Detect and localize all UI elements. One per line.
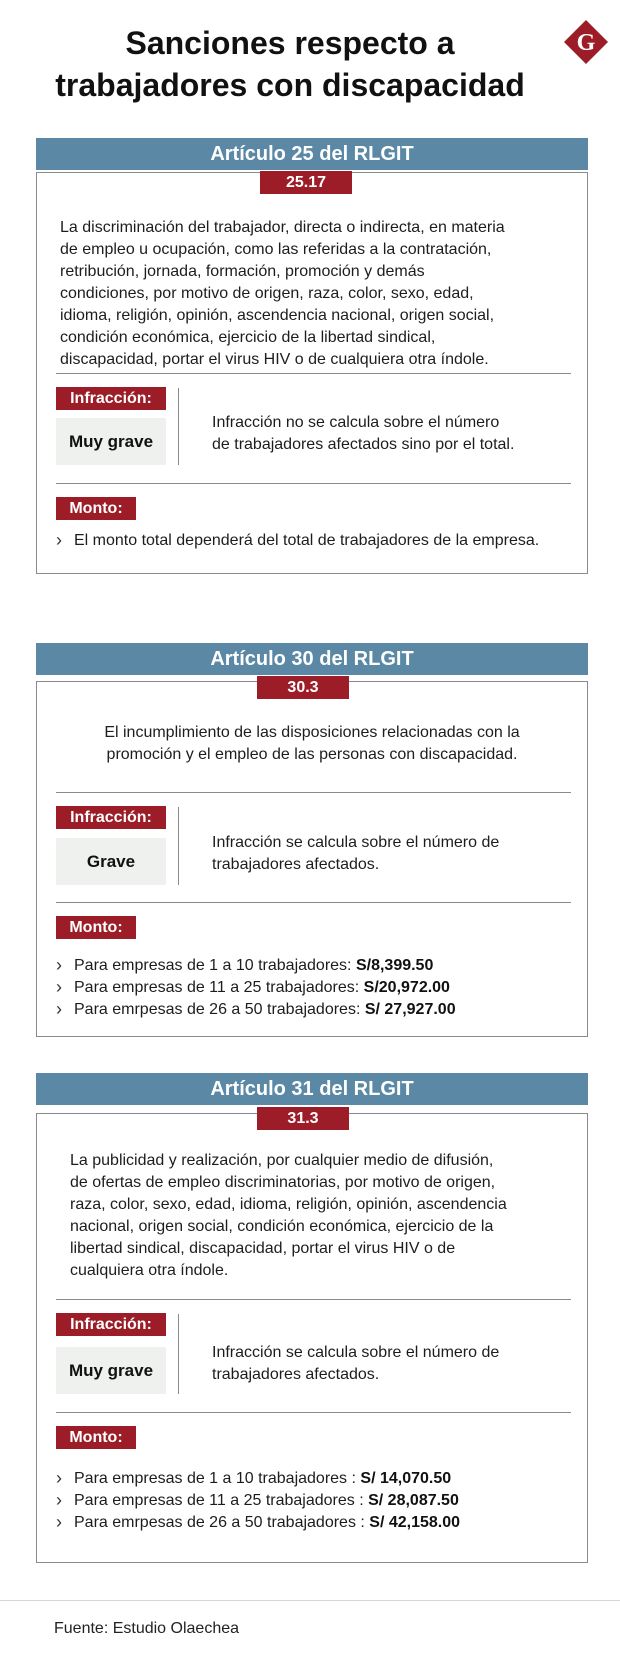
description-line: libertad sindical, discapacidad, portar el virus HIV o de (70, 1240, 456, 1257)
note-line: de trabajadores afectados sino por el total. (212, 436, 515, 453)
monto-amount: S/ 28,087.50 (368, 1492, 459, 1509)
footer-divider (0, 1600, 620, 1601)
divider (56, 483, 571, 484)
page-title-line-2: trabajadores con discapacidad (55, 67, 525, 103)
page-title (40, 22, 540, 106)
logo-letter: G (576, 30, 596, 56)
divider-vertical (178, 1314, 179, 1394)
infraccion-label: Infracción: (56, 1313, 166, 1336)
article-description (40, 722, 584, 766)
note-line: trabajadores afectados. (212, 1366, 380, 1383)
article-header: Artículo 31 del RLGIT (36, 1073, 588, 1105)
monto-text: Para empresas de 1 a 10 trabajadores: (74, 957, 356, 974)
monto-list (56, 1468, 460, 1534)
source-credit: Fuente: Estudio Olaechea (54, 1620, 240, 1637)
divider (56, 792, 571, 793)
monto-item (56, 999, 456, 1021)
monto-list (56, 955, 456, 1021)
description-line: raza, color, sexo, edad, idioma, religión, opinión, ascendencia (70, 1196, 507, 1213)
monto-list (56, 530, 539, 552)
monto-amount: S/ 42,158.00 (369, 1514, 461, 1531)
severity-badge: Muy grave (56, 418, 166, 465)
monto-label: Monto: (56, 916, 136, 939)
severity-badge: Grave (56, 838, 166, 885)
infraccion-note (212, 1342, 572, 1386)
infraccion-note (212, 412, 572, 456)
note-line: trabajadores afectados. (212, 856, 380, 873)
severity-badge: Muy grave (56, 1347, 166, 1394)
monto-item (56, 1490, 460, 1512)
page-title-line-1: Sanciones respecto a (125, 25, 455, 61)
monto-text: Para emrpesas de 26 a 50 trabajadores: (74, 1001, 365, 1018)
description-line: cualquiera otra índole. (70, 1262, 229, 1279)
monto-item (56, 977, 456, 999)
monto-amount: S/ 14,070.50 (360, 1470, 452, 1487)
description-line: condición económica, ejercicio de la libertad sindical, (60, 329, 436, 346)
article-header: Artículo 25 del RLGIT (36, 138, 588, 170)
divider-vertical (178, 388, 179, 465)
note-line: Infracción no se calcula sobre el número (212, 414, 500, 431)
gestion-logo-icon (563, 19, 609, 65)
divider (56, 902, 571, 903)
monto-label: Monto: (56, 1426, 136, 1449)
description-line: discapacidad, portar el virus HIV o de cualquiera otra índole. (60, 351, 489, 368)
description-line: La discriminación del trabajador, directa o indirecta, en materia (60, 219, 505, 236)
monto-text: El monto total dependerá del total de trabajadores de la empresa. (74, 532, 540, 549)
monto-item (56, 1512, 460, 1534)
monto-amount: S/20,972.00 (363, 979, 450, 996)
divider-vertical (178, 807, 179, 885)
description-line: La publicidad y realización, por cualquier medio de difusión, (70, 1152, 494, 1169)
article-description (60, 217, 575, 371)
article-number-tag: 30.3 (257, 676, 349, 699)
note-line: Infracción se calcula sobre el número de (212, 834, 500, 851)
infraccion-note (212, 832, 572, 876)
infraccion-label: Infracción: (56, 806, 166, 829)
description-line: nacional, origen social, condición económica, ejercicio de la (70, 1218, 494, 1235)
monto-text: Para emrpesas de 26 a 50 trabajadores : (74, 1514, 370, 1531)
monto-item (56, 530, 539, 552)
monto-text: Para empresas de 11 a 25 trabajadores : (74, 1492, 369, 1509)
article-header: Artículo 30 del RLGIT (36, 643, 588, 675)
article-number-tag: 25.17 (260, 171, 352, 194)
monto-text: Para empresas de 1 a 10 trabajadores : (74, 1470, 361, 1487)
monto-label: Monto: (56, 497, 136, 520)
description-line: idioma, religión, opinión, ascendencia nacional, origen social, (60, 307, 495, 324)
description-line: de empleo u ocupación, como las referidas a la contratación, (60, 241, 492, 258)
description-line: promoción y el empleo de las personas con discapacidad. (106, 746, 518, 763)
infraccion-label: Infracción: (56, 387, 166, 410)
monto-amount: S/8,399.50 (355, 957, 434, 974)
monto-item (56, 955, 456, 977)
divider (56, 1299, 571, 1300)
monto-text: Para empresas de 11 a 25 trabajadores: (74, 979, 364, 996)
description-line: de ofertas de empleo discriminatorias, por motivo de origen, (70, 1174, 496, 1191)
description-line: El incumplimiento de las disposiciones relacionadas con la (104, 724, 520, 741)
monto-item (56, 1468, 460, 1490)
description-line: condiciones, por motivo de origen, raza, color, sexo, edad, (60, 285, 474, 302)
monto-amount: S/ 27,927.00 (364, 1001, 456, 1018)
article-description (70, 1150, 580, 1282)
description-line: retribución, jornada, formación, promoción y demás (60, 263, 425, 280)
article-number-tag: 31.3 (257, 1107, 349, 1130)
note-line: Infracción se calcula sobre el número de (212, 1344, 500, 1361)
divider (56, 1412, 571, 1413)
divider (56, 373, 571, 374)
